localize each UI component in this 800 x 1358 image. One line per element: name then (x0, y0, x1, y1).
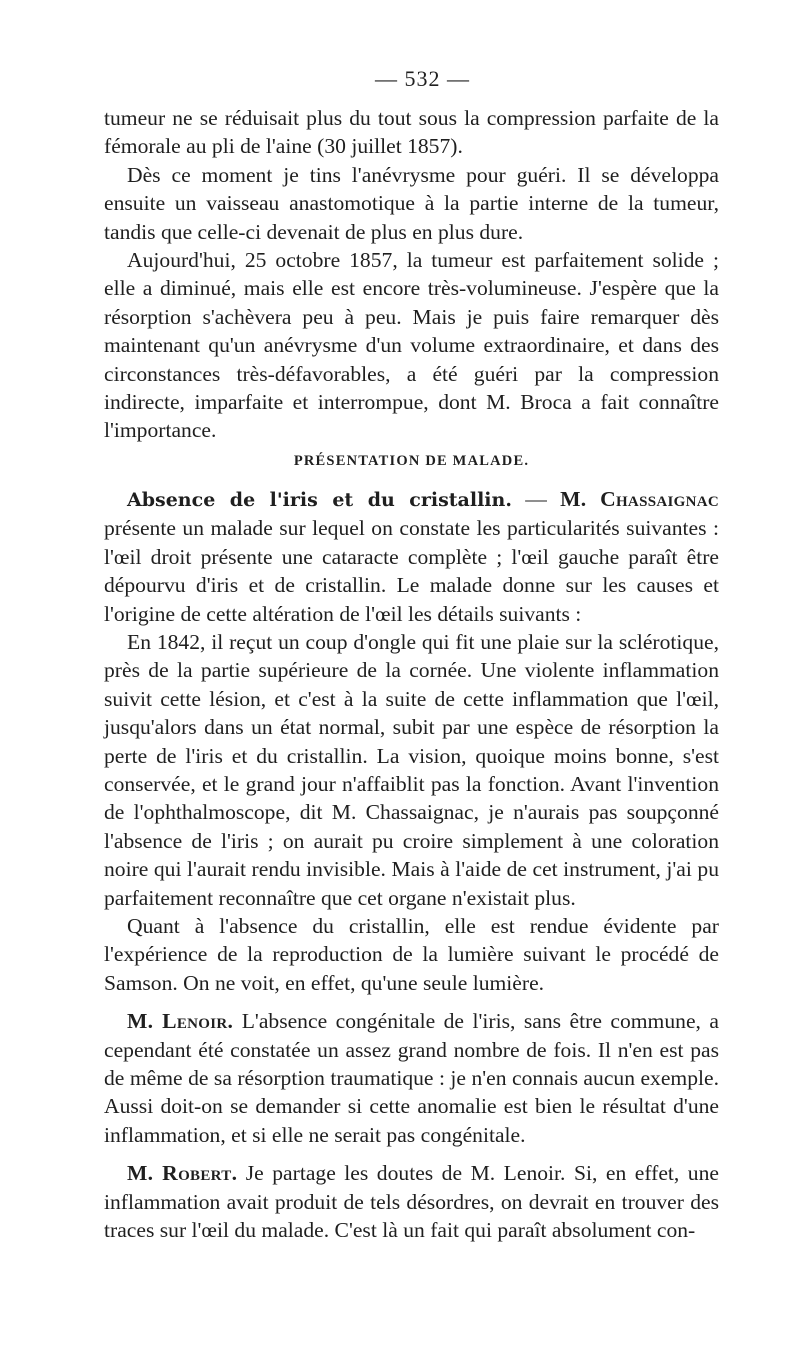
case-title-dash: — (511, 486, 561, 511)
speaker-chassaignac: M. Chassaignac (560, 486, 719, 511)
document-page (104, 62, 719, 1292)
lenoir-remark-text: L'absence congénitale de l'iris, sans être commune, a cependant été constatée un assez grand nombre de fois. Il n'en est pas de même de sa résorption traumatique : je n'en connais aucun exemple. Aussi doit-on se demander si cette anomalie est bien le résultat d'une inflammation, et si elle ne serait pas congénitale. (104, 1009, 720, 1147)
paragraph-case-history: En 1842, il reçut un coup d'ongle qui fit une plaie sur la sclérotique, près de la partie supérieure de la cornée. Une violente inflammation suivit cette lésion, et c'est à la suite de cette inflammation que l'œil, jusqu'alors dans un état normal, subit par une espèce de résorption la perte de l'iris et du cristallin. La vision, quoique moins bonne, s'est conservée, et le grand jour n'affaiblit pas la fonction. Avant l'invention de l'ophthalmoscope, dit M. Chassaignac, je n'aurais pas soupçonné l'absence de l'iris ; on aurait pu croire simplement à une coloration noire qui l'aurait rendu invisible. Mais à l'aide de cet instrument, j'ai pu parfaitement reconnaître que cet organe n'existait plus. (104, 629, 719, 910)
robert-remark-text: Je partage les doutes de M. Lenoir. Si, en effet, une inflammation avait produit de tels désordres, on devrait en trouver des traces sur l'œil du malade. C'est là un fait qui paraît absolument con- (104, 1161, 719, 1243)
paragraph-crystalline-absence: Quant à l'absence du cristallin, elle est rendue évidente par l'expérience de la reproduction de la lumière suivant le procédé de Samson. On ne voit, en effet, qu'une seule lumière. (104, 913, 719, 995)
section-heading: PRÉSENTATION DE MALADE. (293, 452, 530, 469)
paragraph-continued: tumeur ne se réduisait plus du tout sous la compression parfaite de la fémorale au pli de l'aine (30 juillet 1857). (104, 106, 719, 159)
speaker-lenoir: M. Lenoir. (127, 1009, 234, 1034)
speaker-robert: M. Robert. (127, 1161, 238, 1186)
paragraph-aneurysm-cured: Dès ce moment je tins l'anévrysme pour guéri. Il se développa ensuite un vaisseau anastomotique à la partie interne de la tumeur, tandis que celle-ci devenait de plus en plus dure. (104, 162, 719, 244)
paragraph-lenoir-remark (104, 1007, 719, 1149)
paragraph-aneurysm-today: Aujourd'hui, 25 octobre 1857, la tumeur est parfaitement solide ; elle a diminué, mais elle est encore très-volumineuse. J'espère que la résorption s'achèvera peu à peu. Mais je puis faire remarquer dès maintenant qu'un anévrysme d'un volume extraordinaire, et dans des circonstances très-défavorables, a été guéri par la compression indirecte, imparfaite et interrompue, dont M. Broca a fait connaître l'importance. (104, 248, 719, 443)
paragraph-robert-remark (104, 1159, 719, 1244)
case-presentation-text: présente un malade sur lequel on constate les particularités suivantes : l'œil droit présente une cataracte complète ; l'œil gauche paraît être dépourvu d'iris et de cristallin. Le malade donne sur les causes et l'origine de cette altération de l'œil les détails suivants : (104, 516, 719, 626)
case-title: Absence de l'iris et du cristallin. (127, 488, 512, 511)
paragraph-case-presentation (104, 485, 719, 628)
page-number: — 532 — (375, 66, 470, 91)
